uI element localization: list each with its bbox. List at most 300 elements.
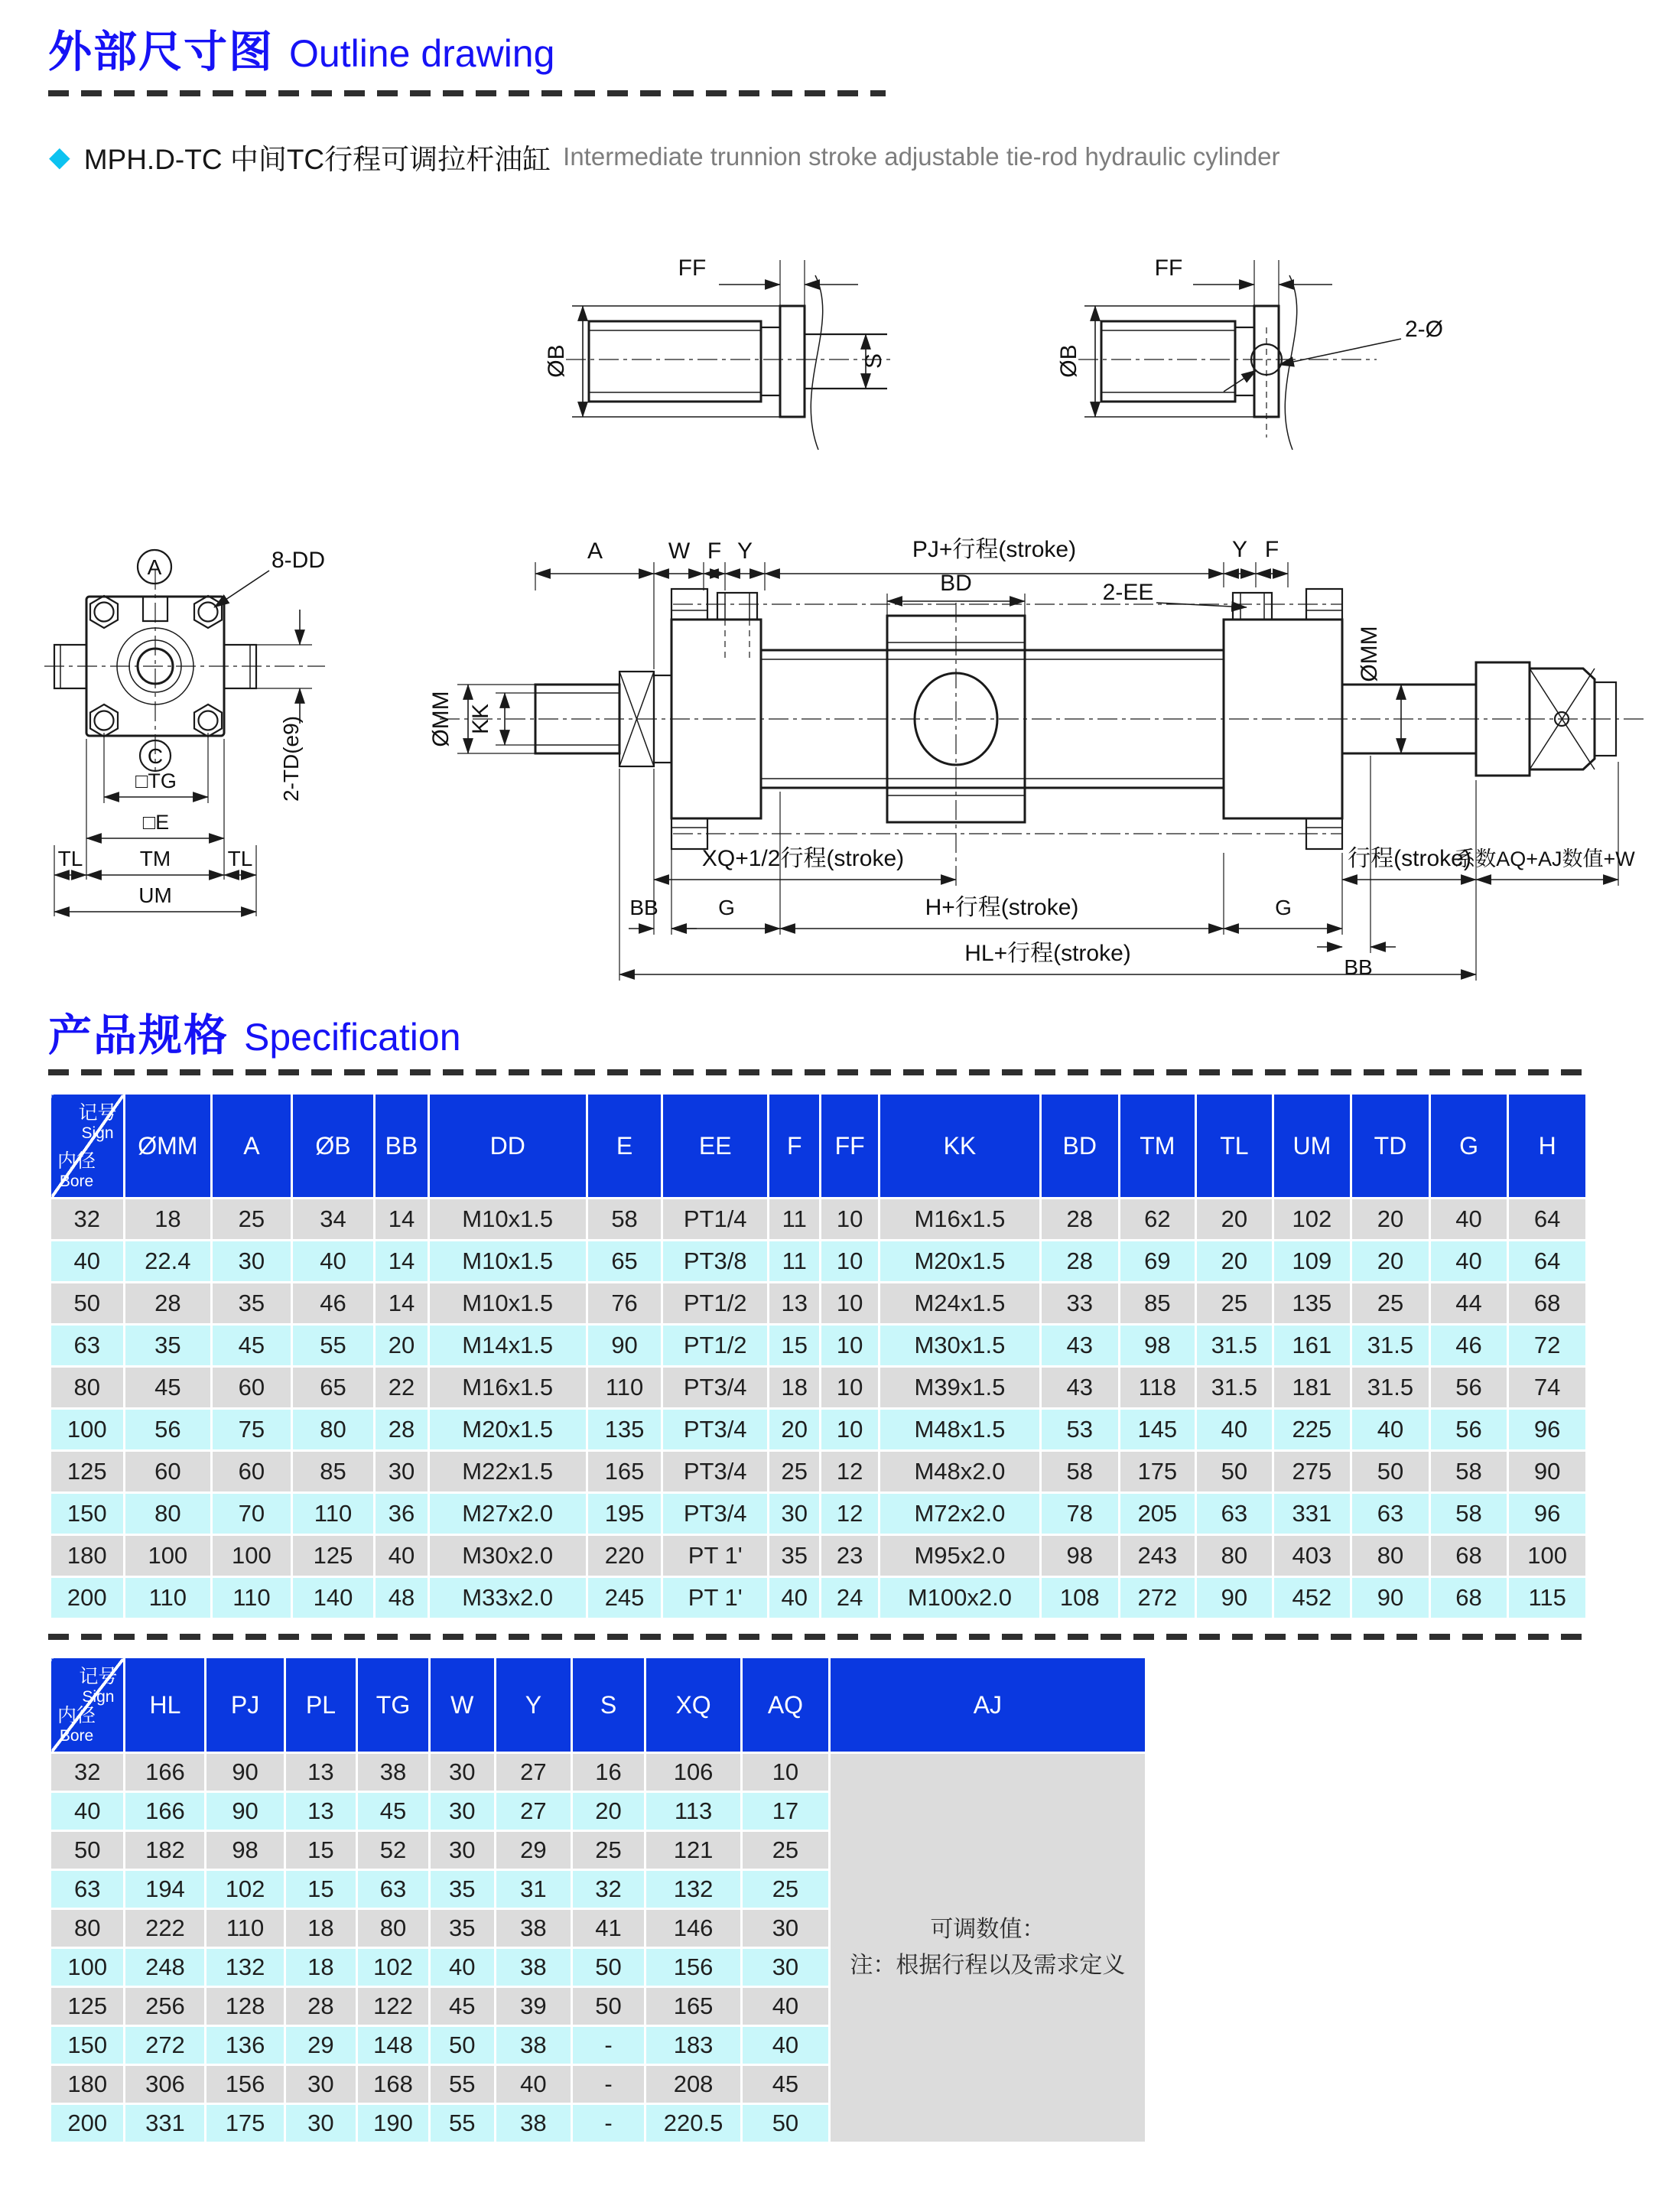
cell: 55 (429, 2104, 495, 2143)
cell: 44 (1429, 1283, 1508, 1325)
cell: 35 (769, 1535, 821, 1577)
dim-label-y: Y (1231, 537, 1248, 562)
cell: 65 (291, 1367, 375, 1409)
cell: 90 (1508, 1451, 1587, 1493)
cell: 76 (587, 1283, 662, 1325)
cell: 31.5 (1196, 1325, 1273, 1367)
cell: 403 (1273, 1535, 1351, 1577)
cell: 22 (375, 1367, 428, 1409)
cell: 132 (645, 1870, 742, 1909)
dim-label-s: S (861, 353, 886, 369)
cell: PT1/2 (662, 1325, 769, 1367)
cell: 50 (50, 1831, 125, 1870)
cell: 58 (1041, 1451, 1120, 1493)
cell: 80 (124, 1493, 212, 1535)
cell: 13 (285, 1753, 357, 1792)
cell: 205 (1119, 1493, 1196, 1535)
cell: 225 (1273, 1409, 1351, 1451)
cell: 31 (495, 1870, 571, 1909)
cell: M30x2.0 (428, 1535, 587, 1577)
cell: 125 (291, 1535, 375, 1577)
cell: 28 (375, 1409, 428, 1451)
column-header: BB (375, 1094, 428, 1199)
cell: 32 (572, 1870, 645, 1909)
cell: 74 (1508, 1367, 1587, 1409)
column-header: AJ (829, 1657, 1146, 1753)
dim-label-w: W (668, 538, 691, 564)
cell: 80 (50, 1367, 125, 1409)
cell: 70 (212, 1493, 292, 1535)
cell: 98 (1041, 1535, 1120, 1577)
cell: M10x1.5 (428, 1283, 587, 1325)
column-header: ØMM (124, 1094, 212, 1199)
cell: 28 (1041, 1199, 1120, 1241)
cell: 168 (357, 2065, 430, 2104)
column-header: PL (285, 1657, 357, 1753)
cell: 175 (1119, 1451, 1196, 1493)
cell: 40 (495, 2065, 571, 2104)
cell: 20 (769, 1409, 821, 1451)
column-header: ØB (291, 1094, 375, 1199)
cell: 180 (50, 1535, 125, 1577)
cell: 56 (1429, 1367, 1508, 1409)
cell: 200 (50, 1577, 125, 1619)
cell: 25 (742, 1831, 830, 1870)
column-header: S (572, 1657, 645, 1753)
cell: 35 (124, 1325, 212, 1367)
cell: 128 (206, 1987, 285, 2026)
cell: 150 (50, 2026, 125, 2065)
cell: 194 (125, 1870, 206, 1909)
cell: PT1/4 (662, 1199, 769, 1241)
cell: 60 (212, 1367, 292, 1409)
cell: 195 (587, 1493, 662, 1535)
cell: 27 (495, 1792, 571, 1831)
cell: 25 (212, 1199, 292, 1241)
cell: M10x1.5 (428, 1241, 587, 1283)
cell: 65 (587, 1241, 662, 1283)
cell: 30 (742, 1909, 830, 1948)
cell: 16 (572, 1753, 645, 1792)
table-row (50, 1409, 1587, 1451)
column-header: UM (1273, 1094, 1351, 1199)
cell: M22x1.5 (428, 1451, 587, 1493)
cell: 38 (357, 1753, 430, 1792)
cell: 90 (1196, 1577, 1273, 1619)
cell: 30 (212, 1241, 292, 1283)
column-header: BD (1041, 1094, 1120, 1199)
cell: 109 (1273, 1241, 1351, 1283)
page-title-en: Outline drawing (289, 32, 555, 75)
column-header: FF (821, 1094, 879, 1199)
cell: 110 (124, 1577, 212, 1619)
outline-drawing (0, 229, 1655, 1002)
spec-title (48, 1000, 461, 1063)
cell: 272 (125, 2026, 206, 2065)
cell: 331 (125, 2104, 206, 2143)
cell: 15 (285, 1870, 357, 1909)
balloon-a-label: A (147, 555, 162, 579)
table-row (50, 1493, 1587, 1535)
cell: 13 (285, 1792, 357, 1831)
cell: 150 (50, 1493, 125, 1535)
cell: 40 (1429, 1241, 1508, 1283)
cell: 102 (1273, 1199, 1351, 1241)
cylinder-side-view (428, 537, 1644, 981)
cell: 63 (50, 1325, 125, 1367)
cell: 31.5 (1351, 1367, 1430, 1409)
cell: 40 (742, 1987, 830, 2026)
column-header: TM (1119, 1094, 1196, 1199)
cell: 102 (357, 1948, 430, 1987)
cell: 243 (1119, 1535, 1196, 1577)
cell: 50 (572, 1948, 645, 1987)
cell: 28 (1041, 1241, 1120, 1283)
cell: PT3/8 (662, 1241, 769, 1283)
cell: 45 (212, 1325, 292, 1367)
table-row (50, 1199, 1587, 1241)
table-row (50, 1753, 1146, 1792)
column-header: HL (125, 1657, 206, 1753)
cell: 30 (429, 1831, 495, 1870)
aj-note-line2: 注：根据行程以及需求定义 (850, 1952, 1126, 1978)
cell: 140 (291, 1577, 375, 1619)
column-header: KK (879, 1094, 1040, 1199)
dim-label-2dia: 2-Ø (1404, 317, 1444, 342)
cell: 45 (429, 1987, 495, 2026)
dim-label-aq-formula: 系数AQ+AJ数值+W (1455, 847, 1635, 870)
cell: 165 (645, 1987, 742, 2026)
cell: M27x2.0 (428, 1493, 587, 1535)
dim-label-mm: ØMM (428, 691, 454, 747)
cell: 306 (125, 2065, 206, 2104)
cell: 18 (769, 1367, 821, 1409)
cell: M20x1.5 (879, 1241, 1040, 1283)
cell: 40 (50, 1241, 125, 1283)
cell: 48 (375, 1577, 428, 1619)
model-subtitle (49, 136, 1279, 177)
cell: 106 (645, 1753, 742, 1792)
cell: 110 (212, 1577, 292, 1619)
cell: 40 (1196, 1409, 1273, 1451)
model-name: MPH.D-TC 中间TC行程可调拉杆油缸 (83, 144, 551, 175)
dim-label-bb: BB (1344, 955, 1373, 979)
cell: 175 (206, 2104, 285, 2143)
cell: 30 (429, 1792, 495, 1831)
dim-label-f: F (1264, 537, 1279, 562)
table-row (50, 1451, 1587, 1493)
cell: 156 (206, 2065, 285, 2104)
spec-divider (48, 1069, 1588, 1075)
cell: 11 (769, 1199, 821, 1241)
column-header: AQ (742, 1657, 830, 1753)
cell: 100 (50, 1409, 125, 1451)
corner-sign-label: 记号 Sign (78, 1102, 117, 1142)
cell: 90 (206, 1753, 285, 1792)
cell: 25 (1351, 1283, 1430, 1325)
cell: 248 (125, 1948, 206, 1987)
cell: 256 (125, 1987, 206, 2026)
cell: 110 (291, 1493, 375, 1535)
cell: 15 (769, 1325, 821, 1367)
cell: 96 (1508, 1409, 1587, 1451)
cell: 63 (1196, 1493, 1273, 1535)
cell: M24x1.5 (879, 1283, 1040, 1325)
column-header: EE (662, 1094, 769, 1199)
cell: 100 (212, 1535, 292, 1577)
cell: 20 (375, 1325, 428, 1367)
corner-sign-label: 记号 Sign (79, 1666, 118, 1706)
cell: 40 (1351, 1409, 1430, 1451)
cell: 35 (429, 1909, 495, 1948)
cell: 40 (1429, 1199, 1508, 1241)
column-header: G (1429, 1094, 1508, 1199)
cell: 63 (357, 1870, 430, 1909)
cell: 34 (291, 1199, 375, 1241)
cell: 29 (495, 1831, 571, 1870)
dim-label-tg: □TG (135, 769, 177, 792)
cell: 10 (821, 1367, 879, 1409)
cell: 75 (212, 1409, 292, 1451)
dim-label-mm: ØMM (1357, 626, 1382, 682)
cell: 45 (357, 1792, 430, 1831)
cell: 12 (821, 1493, 879, 1535)
column-header: A (212, 1094, 292, 1199)
cell: PT3/4 (662, 1367, 769, 1409)
cell: 220 (587, 1535, 662, 1577)
cell: 63 (50, 1870, 125, 1909)
cell: 63 (1351, 1493, 1430, 1535)
cell: 50 (742, 2104, 830, 2143)
cell: 30 (285, 2065, 357, 2104)
diamond-bullet-icon: ◆ (49, 141, 70, 172)
cell: 10 (821, 1199, 879, 1241)
cell: 18 (285, 1948, 357, 1987)
cell: 132 (206, 1948, 285, 1987)
column-header: XQ (645, 1657, 742, 1753)
cell: 69 (1119, 1241, 1196, 1283)
cell: M20x1.5 (428, 1409, 587, 1451)
cell: 156 (645, 1948, 742, 1987)
table-row (50, 1367, 1587, 1409)
cell: 50 (572, 1987, 645, 2026)
cell: 165 (587, 1451, 662, 1493)
title-divider (48, 90, 886, 96)
cell: 50 (1351, 1451, 1430, 1493)
table-corner-cell (50, 1657, 125, 1753)
header-row (50, 1094, 1587, 1199)
cell: PT 1' (662, 1577, 769, 1619)
cell: 80 (1351, 1535, 1430, 1577)
cell: 10 (742, 1753, 830, 1792)
cell: 18 (285, 1909, 357, 1948)
cell: 38 (495, 2104, 571, 2143)
cell: 72 (1508, 1325, 1587, 1367)
cell: 25 (1196, 1283, 1273, 1325)
cell: 25 (742, 1870, 830, 1909)
cell: 25 (572, 1831, 645, 1870)
cell: - (572, 2065, 645, 2104)
cell: 31.5 (1196, 1367, 1273, 1409)
cell: PT3/4 (662, 1451, 769, 1493)
cell: M48x2.0 (879, 1451, 1040, 1493)
cell: 245 (587, 1577, 662, 1619)
dim-label-ob: ØB (1056, 344, 1081, 378)
cell: 35 (212, 1283, 292, 1325)
cell: 145 (1119, 1409, 1196, 1451)
cell: 40 (429, 1948, 495, 1987)
table-corner-cell (50, 1094, 125, 1199)
cell: 122 (357, 1987, 430, 2026)
cell: 272 (1119, 1577, 1196, 1619)
cell: 102 (206, 1870, 285, 1909)
cell: 135 (587, 1409, 662, 1451)
cell: 28 (285, 1987, 357, 2026)
cell: 180 (50, 2065, 125, 2104)
cell: 35 (429, 1870, 495, 1909)
cell: 115 (1508, 1577, 1587, 1619)
cell: 64 (1508, 1241, 1587, 1283)
cell: 30 (429, 1753, 495, 1792)
column-header: Y (495, 1657, 571, 1753)
cell: M100x2.0 (879, 1577, 1040, 1619)
cell: 20 (1351, 1241, 1430, 1283)
column-header: TD (1351, 1094, 1430, 1199)
table-row (50, 1325, 1587, 1367)
cell: M30x1.5 (879, 1325, 1040, 1367)
table-divider (48, 1634, 1588, 1640)
cell: 55 (291, 1325, 375, 1367)
cell: 96 (1508, 1493, 1587, 1535)
corner-bore-label: 内径 Bore (57, 1150, 96, 1190)
cell: 58 (587, 1199, 662, 1241)
dim-label-td: 2-TD(e9) (279, 715, 303, 802)
dim-label-tl: TL (57, 847, 83, 870)
cell: 135 (1273, 1283, 1351, 1325)
cell: 11 (769, 1241, 821, 1283)
cell: 80 (357, 1909, 430, 1948)
cell: 25 (769, 1451, 821, 1493)
table-row (50, 1535, 1587, 1577)
header-row (50, 1657, 1146, 1753)
dim-label-a: A (587, 538, 603, 564)
dim-label-ff: FF (1154, 255, 1183, 281)
cell: 80 (50, 1909, 125, 1948)
cell: 50 (50, 1283, 125, 1325)
cell: 10 (821, 1283, 879, 1325)
cell: 12 (821, 1451, 879, 1493)
dim-label-f: F (707, 538, 722, 564)
column-header: PJ (206, 1657, 285, 1753)
spec-title-en: Specification (244, 1016, 461, 1059)
cell: 90 (1351, 1577, 1430, 1619)
cell: 43 (1041, 1325, 1120, 1367)
dim-label-y: Y (736, 538, 753, 564)
cell: 60 (124, 1451, 212, 1493)
dim-label-bd: BD (940, 571, 972, 596)
cell: 98 (1119, 1325, 1196, 1367)
cell: 38 (495, 2026, 571, 2065)
cell: 208 (645, 2065, 742, 2104)
cell: 183 (645, 2026, 742, 2065)
cell: 80 (1196, 1535, 1273, 1577)
cell: 125 (50, 1987, 125, 2026)
cell: 200 (50, 2104, 125, 2143)
cell: M33x2.0 (428, 1577, 587, 1619)
cell: - (572, 2026, 645, 2065)
cell: 90 (587, 1325, 662, 1367)
cell: 275 (1273, 1451, 1351, 1493)
cell: 33 (1041, 1283, 1120, 1325)
cell: 125 (50, 1451, 125, 1493)
cell: 56 (1429, 1409, 1508, 1451)
cell: PT3/4 (662, 1409, 769, 1451)
cell: 55 (429, 2065, 495, 2104)
cell: 136 (206, 2026, 285, 2065)
cell: 68 (1429, 1535, 1508, 1577)
cell: 80 (291, 1409, 375, 1451)
cell: 10 (821, 1325, 879, 1367)
cell: 20 (1196, 1199, 1273, 1241)
dim-label-g: G (1275, 896, 1292, 919)
cell: 22.4 (124, 1241, 212, 1283)
cell: 40 (375, 1535, 428, 1577)
cell: 29 (285, 2026, 357, 2065)
cell: 100 (50, 1948, 125, 1987)
cell: 23 (821, 1535, 879, 1577)
cell: 222 (125, 1909, 206, 1948)
cell: 166 (125, 1792, 206, 1831)
cell: 68 (1429, 1577, 1508, 1619)
dim-label-tl: TL (227, 847, 253, 870)
dim-label-2ee: 2-EE (1102, 580, 1154, 605)
cell: 113 (645, 1792, 742, 1831)
cell: 40 (291, 1241, 375, 1283)
cell: 46 (291, 1283, 375, 1325)
dim-label-tm: TM (139, 847, 171, 870)
dim-label-ob: ØB (544, 344, 569, 378)
cell: 161 (1273, 1325, 1351, 1367)
cell: M16x1.5 (879, 1199, 1040, 1241)
aj-note-cell (829, 1753, 1146, 2143)
cell: 62 (1119, 1199, 1196, 1241)
cell: 118 (1119, 1367, 1196, 1409)
cell: 32 (50, 1753, 125, 1792)
cell: 110 (206, 1909, 285, 1948)
cell: M72x2.0 (879, 1493, 1040, 1535)
dim-label-um: UM (138, 883, 172, 907)
cell: 15 (285, 1831, 357, 1870)
column-header: TG (357, 1657, 430, 1753)
dim-label-stroke: 行程(stroke) (1348, 846, 1471, 871)
column-header: E (587, 1094, 662, 1199)
dim-label-bb: BB (629, 896, 658, 919)
column-header: F (769, 1094, 821, 1199)
cell: 45 (124, 1367, 212, 1409)
cell: 110 (587, 1367, 662, 1409)
cell: 146 (645, 1909, 742, 1948)
cell: 41 (572, 1909, 645, 1948)
cell: 31.5 (1351, 1325, 1430, 1367)
page-title-zh: 外部尺寸图 (48, 28, 274, 76)
corner-bore-label: 内径 Bore (57, 1705, 96, 1745)
column-header: H (1508, 1094, 1587, 1199)
cell: 40 (50, 1792, 125, 1831)
cell: 40 (769, 1577, 821, 1619)
cell: 331 (1273, 1493, 1351, 1535)
cell: 20 (572, 1792, 645, 1831)
cell: 148 (357, 2026, 430, 2065)
